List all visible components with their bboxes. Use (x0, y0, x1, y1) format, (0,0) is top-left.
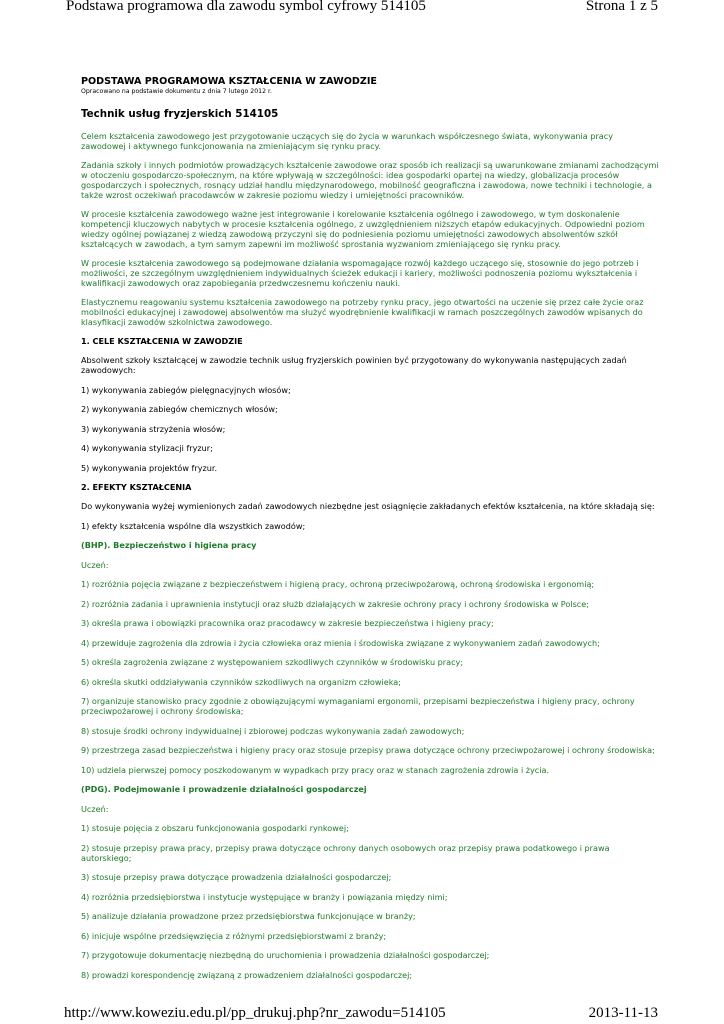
bhp-student-label: Uczeń: (81, 559, 109, 570)
print-footer-url: http://www.koweziu.edu.pl/pp_drukuj.php?nr_zawodu=514105 (64, 1005, 446, 1021)
intro-paragraph: Celem kształcenia zawodowego jest przygotowanie uczących się do życia w warunkach współczesnego świata, wykonywania pracy zawodowej i aktywnego funkcjonowania na zmieniającym się rynku pracy. (81, 131, 613, 151)
bhp-item: 2) rozróżnia zadania i uprawnienia instytucji oraz służb działających w zakresie ochrony pracy i ochrony środowiska w Polsce; (81, 598, 589, 609)
task-item: 3) wykonywania strzyżenia włosów; (81, 423, 226, 434)
paragraph-5: Elastycznemu reagowaniu systemu kształcenia zawodowego na potrzeby rynku pracy, jego otwartości na uczenie się przez całe życie oraz mobilności edukacyjnej i zawodowej absolwentów ma służyć wyodrębnienie kwalifikacji w ramach poszczególnych zawodów wpisanych do klasyfikacji zawodów szkolnictwa zawodowego. (81, 297, 644, 327)
pdg-item: 7) przygotowuje dokumentację niezbędną do uruchomienia i prowadzenia działalności gospodarczej; (81, 950, 490, 960)
task-item: 5) wykonywania projektów fryzur. (81, 462, 218, 473)
print-header-page: Strona 1 z 5 (585, 0, 658, 14)
pdg-item: 3) stosuje przepisy prawa dotyczące prowadzenia działalności gospodarczej; (81, 872, 392, 882)
task-item: 4) wykonywania stylizacji fryzur; (81, 443, 213, 453)
paragraph-4: W procesie kształcenia zawodowego są podejmowane działania wspomagające rozwój każdego uczącego się, stosownie do jego potrzeb i możliwości, ze szczególnym uwzględnieniem indywidualnych ścieżek edukacji i kariery, możliwości podnoszenia poziomu wykształcenia i kwalifikacji zawodowych oraz zapobiegania przedwczesnemu kończeniu nauki. (81, 258, 639, 288)
bhp-item: 1) rozróżnia pojęcia związane z bezpieczeństwem i higieną pracy, ochroną przeciwpożarową, ochroną środowiska i ergonomią; (81, 579, 595, 589)
pdg-item: 8) prowadzi korespondencję związaną z prowadzeniem działalności gospodarczej; (81, 969, 413, 980)
bhp-item: 6) określa skutki oddziaływania czynników szkodliwych na organizm człowieka; (81, 676, 401, 687)
pdg-item: 2) stosuje przepisy prawa pracy, przepisy prawa dotyczące ochrony danych osobowych oraz przepisy prawa podatkowego i prawa autorskiego; (81, 842, 610, 863)
bhp-item: 3) określa prawa i obowiązki pracownika oraz pracodawcy w zakresie bezpieczeństwa i higieny pracy; (81, 618, 494, 628)
bhp-item: 5) określa zagrożenia związane z występowaniem szkodliwych czynników w środowisku pracy; (81, 657, 464, 667)
section-1-heading: 1. CELE KSZTAŁCENIA W ZAWODZIE (81, 336, 243, 346)
print-footer-date: 2013-11-13 (588, 1005, 658, 1021)
pdg-student-label: Uczeń: (81, 803, 109, 814)
pdg-item: 6) inicjuje wspólne przedsięwzięcia z różnymi przedsiębiorstwami z branży; (81, 930, 387, 941)
bhp-heading: (BHP). Bezpieczeństwo i higiena pracy (81, 540, 257, 550)
print-header-title: Podstawa programowa dla zawodu symbol cyfrowy 514105 (66, 0, 426, 14)
profession-title: Technik usług fryzjerskich 514105 (81, 108, 279, 120)
bhp-item: 4) przewiduje zagrożenia dla zdrowia i życia człowieka oraz mienia i środowiska związane z wykonywaniem zadań zawodowych; (81, 637, 600, 648)
section-2-heading: 2. EFEKTY KSZTAŁCENIA (81, 482, 192, 492)
pdg-heading: (PDG). Podejmowanie i prowadzenie działalności gospodarczej (81, 784, 367, 794)
bhp-item: 8) stosuje środki ochrony indywidualnej i zbiorowej podczas wykonywania zadań zawodowych; (81, 725, 465, 736)
section-1-lead: Absolwent szkoły kształcącej w zawodzie technik usług fryzjerskich powinien być przygotowany do wykonywania następujących zadań zawodowych: (81, 355, 627, 375)
pdg-item: 4) rozróżnia przedsiębiorstwa i instytucje występujące w branży i powiązania między nimi; (81, 891, 448, 902)
task-item: 1) wykonywania zabiegów pielęgnacyjnych włosów; (81, 384, 291, 395)
pdg-item: 1) stosuje pojęcia z obszaru funkcjonowania gospodarki rynkowej; (81, 823, 349, 833)
task-item: 2) wykonywania zabiegów chemicznych włosów; (81, 404, 278, 414)
bhp-item: 10) udziela pierwszej pomocy poszkodowanym w wypadkach przy pracy oraz w stanach zagrożenia zdrowia i życia. (81, 764, 550, 775)
section-2-lead: Do wykonywania wyżej wymienionych zadań zawodowych niezbędne jest osiągnięcie zakładanych efektów kształcenia, na które składają się: (81, 501, 655, 511)
document-body (81, 76, 659, 989)
document-title: PODSTAWA PROGRAMOWA KSZTAŁCENIA W ZAWODZIE (81, 76, 377, 87)
bhp-item: 9) przestrzega zasad bezpieczeństwa i higieny pracy oraz stosuje przepisy prawa dotyczące ochrony przeciwpożarowej i ochrony środowiska; (81, 745, 655, 755)
paragraph-2: Zadania szkoły i innych podmiotów prowadzących kształcenie zawodowe oraz sposób ich realizacji są uwarunkowane zmianami zachodzącymi w otoczeniu gospodarczo-społecznym, na które wpływają w szczególności: idea gospodarki opartej na wiedzy, globalizacja procesów gospodarczych i społecznych, rosnący udział handlu międzynarodowego, mobilność geograficzna i zawodowa, nowe techniki i technologie, a także wzrost oczekiwań pracodawców w zakresie poziomu wiedzy i umiejętności pracowników. (81, 160, 659, 200)
bhp-item: 7) organizuje stanowisko pracy zgodnie z obowiązującymi wymaganiami ergonomii, przepisami bezpieczeństwa i higieny pracy, ochrony przeciwpożarowej i ochrony środowiska; (81, 696, 635, 716)
section-2-sub: 1) efekty kształcenia wspólne dla wszystkich zawodów; (81, 520, 306, 531)
paragraph-3: W procesie kształcenia zawodowego ważne jest integrowanie i korelowanie kształcenia ogólnego i zawodowego, w tym doskonalenie kompetencji kluczowych nabytych w procesie kształcenia ogólnego, z uwzględnieniem niższych etapów edukacyjnych. Odpowiedni poziom wiedzy ogólnej powiązanej z wiedzą zawodową przyczyni się do podniesienia poziomu umiejętności zawodowych absolwentów szkół kształcących w zawodach, a tym samym zapewni im możliwość sprostania wyzwaniom zmieniającego się rynku pracy. (81, 209, 645, 249)
pdg-item: 5) analizuje działania prowadzone przez przedsiębiorstwa funkcjonujące w branży; (81, 911, 416, 921)
document-source-note: Opracowano na podstawie dokumentu z dnia 7 lutego 2012 r. (81, 88, 272, 95)
